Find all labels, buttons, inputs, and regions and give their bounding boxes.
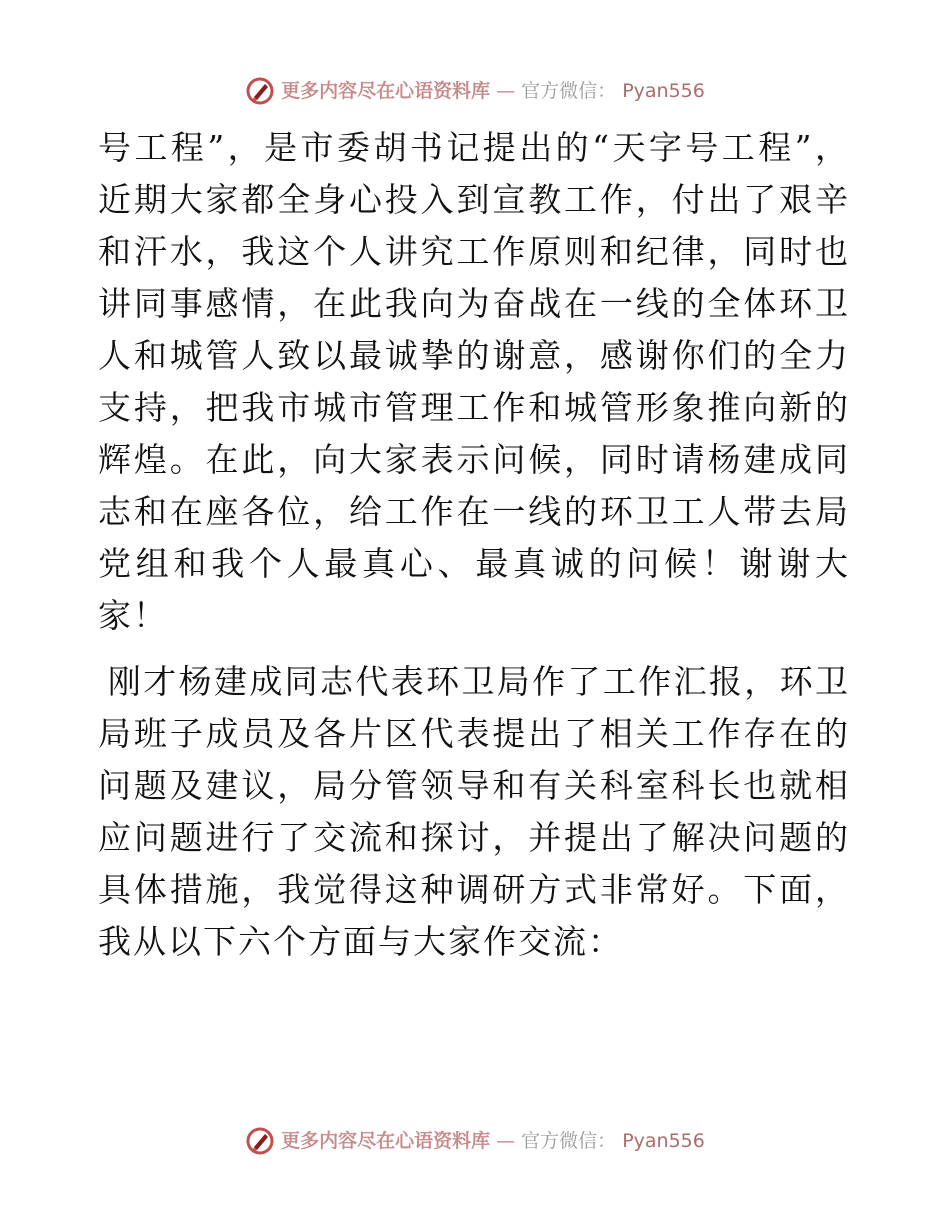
pen-logo-icon bbox=[245, 1126, 275, 1156]
paragraph: 号工程”，是市委胡书记提出的“天字号工程”，近期大家都全身心投入到宣教工作，付出了艰辛和汗水，我这个人讲究工作原则和纪律，同时也讲同事感情，在此我向为奋战在一线的全体环卫人和城管人致以最诚挚的谢意，感谢你们的全力支持，把我市城市管理工作和城管形象推向新的辉煌。在此，向大家表示问候，同时请杨建成同志和在座各位，给工作在一线的环卫工人带去局党组和我个人最真心、最真诚的问候！谢谢大家！ bbox=[98, 128, 850, 635]
watermark-site-text: 更多内容尽在心语资料库 bbox=[281, 1130, 491, 1152]
watermark-wechat-id: Pyan556 bbox=[622, 80, 705, 102]
footer-watermark bbox=[0, 1126, 950, 1156]
watermark-separator: — bbox=[496, 1130, 516, 1152]
paragraph: 刚才杨建成同志代表环卫局作了工作汇报，环卫局班子成员及各片区代表提出了相关工作存在的问题及建议，局分管领导和有关科室科长也就相应问题进行了交流和探讨，并提出了解决问题的具体措施，我觉得这种调研方式非常好。下面，我从以下六个方面与大家作交流： bbox=[98, 662, 850, 961]
watermark-separator: — bbox=[496, 80, 516, 102]
watermark-label: 官方微信： bbox=[521, 80, 617, 102]
pen-logo-icon bbox=[245, 76, 275, 106]
header-watermark bbox=[0, 76, 950, 106]
watermark-site-text: 更多内容尽在心语资料库 bbox=[281, 80, 491, 102]
watermark-label: 官方微信： bbox=[521, 1130, 617, 1152]
document-body bbox=[98, 122, 850, 968]
watermark-wechat-id: Pyan556 bbox=[622, 1130, 705, 1152]
